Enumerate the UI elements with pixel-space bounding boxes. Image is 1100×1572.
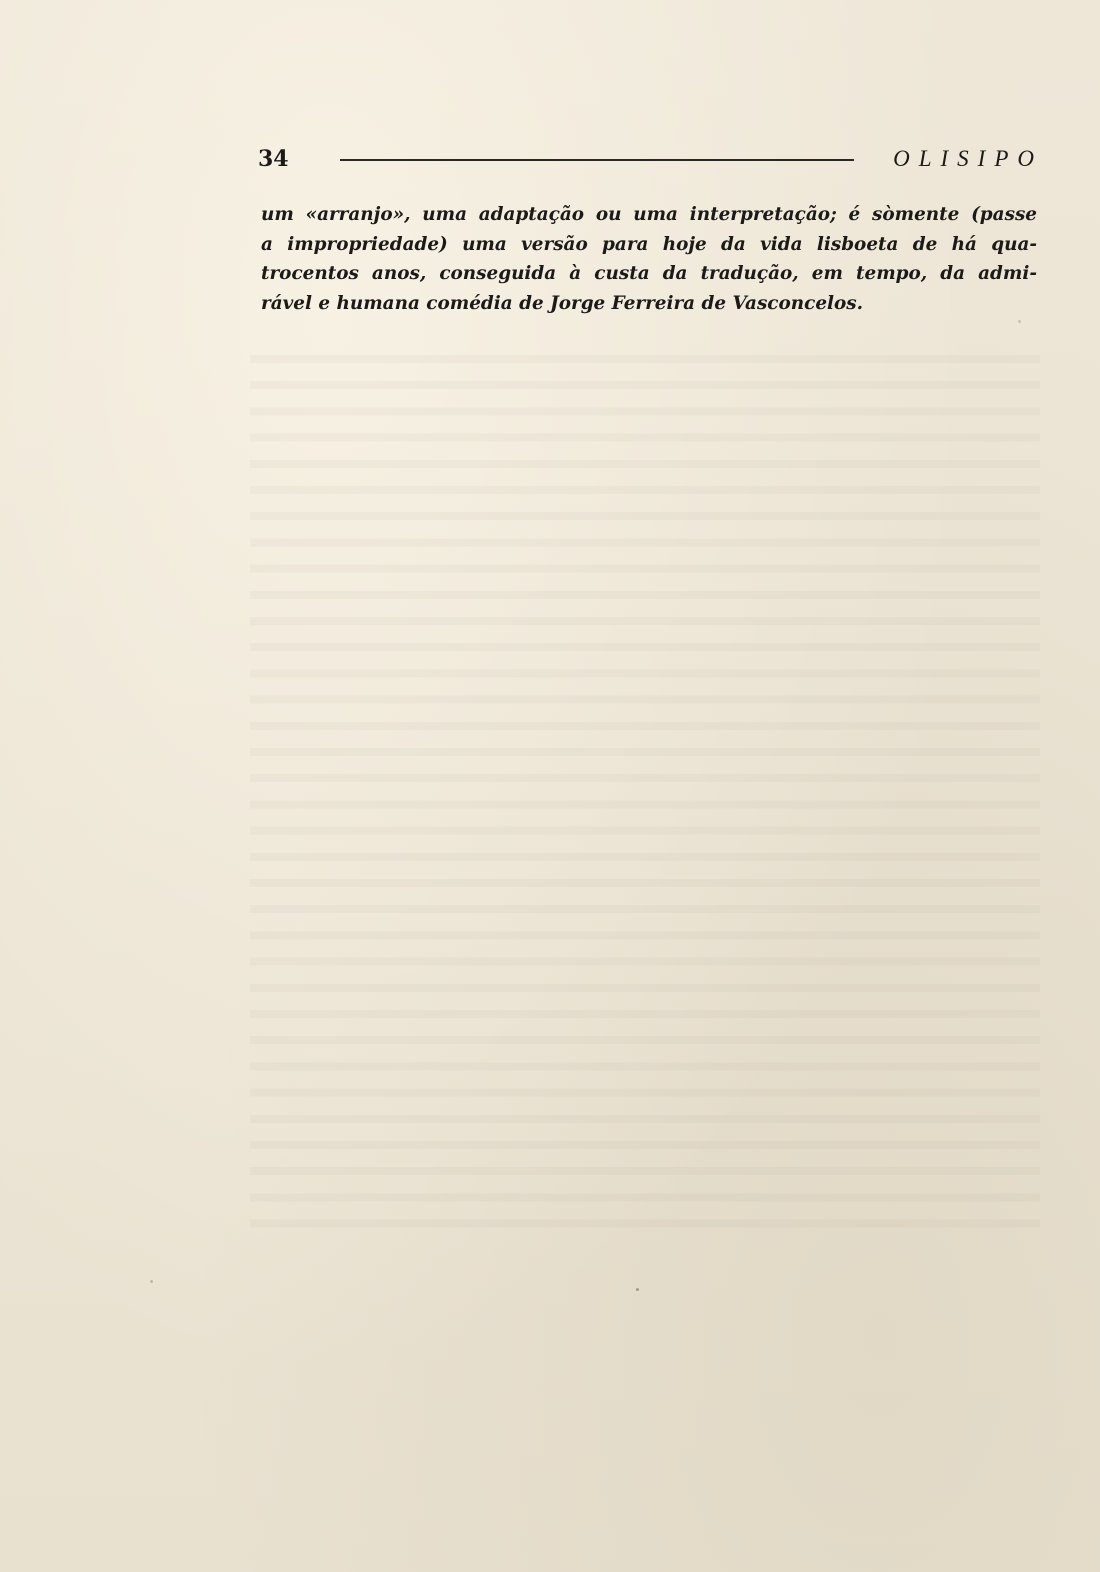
paper-speck: [636, 1288, 639, 1291]
header-rule: [340, 159, 854, 161]
running-title: OLISIPO: [893, 146, 1043, 171]
text-line: um «arranjo», uma adaptação ou uma interpretação; é sòmente (passe: [261, 204, 1037, 225]
text-line: a impropriedade) uma versão para hoje da vida lisboeta de há qua-: [261, 233, 1037, 255]
paper-speck: [150, 1280, 153, 1283]
text-line: trocentos anos, conseguida à custa da tradução, em tempo, da admi-: [261, 263, 1037, 284]
page-number: 34: [258, 146, 289, 172]
show-through-texture: [250, 345, 1040, 1245]
paper-speck: [1018, 320, 1021, 323]
page-header: [258, 143, 1043, 175]
body-paragraph: [261, 200, 1037, 318]
text-line: rável e humana comédia de Jorge Ferreira de Vasconcelos.: [261, 292, 864, 314]
